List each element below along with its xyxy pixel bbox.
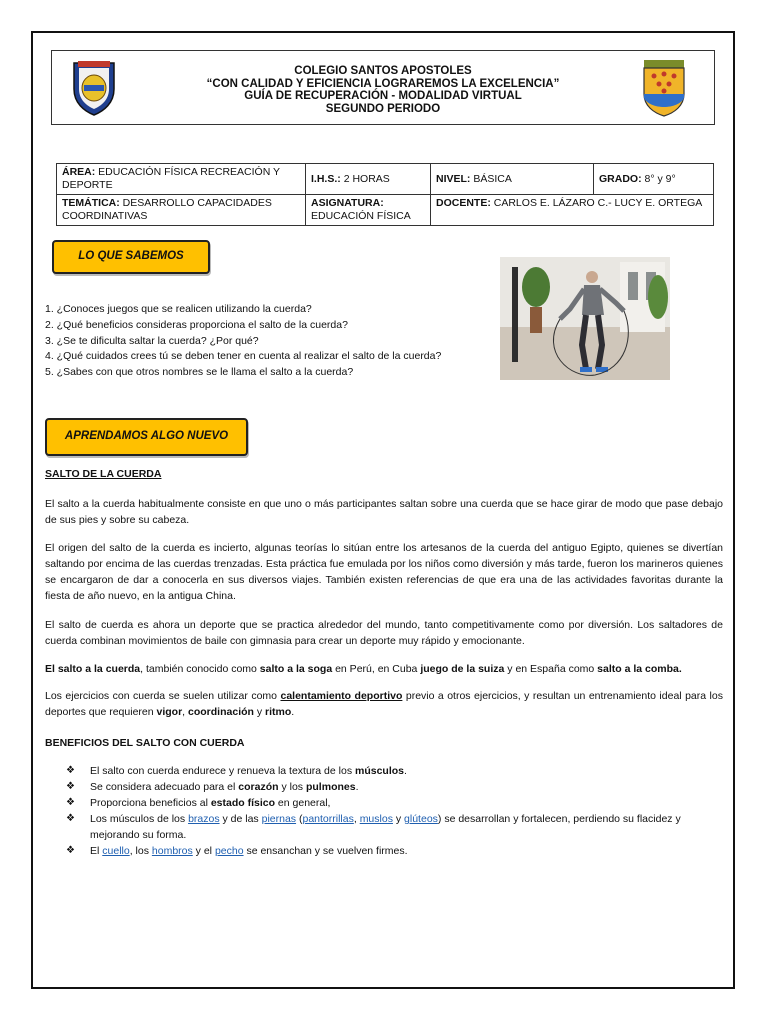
link-pecho[interactable]: pecho (214, 845, 244, 857)
link-cuello[interactable]: cuello (102, 845, 130, 857)
benefit-item: ❖ Proporciona beneficios al estado físico en general, (66, 797, 331, 809)
question-item: 2. ¿Qué beneficios consideras proporciona el salto de la cuerda? (45, 318, 348, 331)
benefits-title: BENEFICIOS DEL SALTO CON CUERDA (45, 737, 245, 749)
course-info-table (56, 163, 714, 226)
school-name: COLEGIO SANTOS APOSTOLES (294, 65, 472, 77)
docente-cell: DOCENTE: CARLOS E. LÁZARO C.- LUCY E. ORTEGA (431, 195, 714, 226)
link-gluteos[interactable]: glúteos (404, 813, 438, 825)
paragraph-1: El salto a la cuerda habitualmente consiste en que uno o más participantes saltan sobre una cuerda que se hace girar de modo que pase debajo de sus pies y sobre su cabeza. (45, 498, 723, 526)
paragraph-4: El salto a la cuerda, también conocido como salto a la soga en Perú, en Cuba juego de la suiza y en España como salto a la comba. (45, 663, 682, 675)
nivel-cell: NIVEL: BÁSICA (431, 164, 594, 195)
school-motto: “CON CALIDAD Y EFICIENCIA LOGRAREMOS LA EXCELENCIA” (206, 77, 560, 90)
paragraph-3: El salto de cuerda es ahora un deporte que se practica alrededor del mundo, tanto competitivamente como por diversión. Los saltadores de cuerda combinan movimientos de baile con gimnasia para crear un deporte muy rápido y emocionante. (45, 619, 723, 647)
paragraph-5: Los ejercicios con cuerda se suelen utilizar como calentamiento deportivo previo a otros ejercicios, y resultan un entrenamiento ideal para los deportes que requieren vigor, coordinación y ritmo. (45, 690, 723, 718)
link-hombros[interactable]: hombros (151, 845, 193, 857)
question-item: 3. ¿Se te dificulta saltar la cuerda? ¿Por qué? (45, 334, 259, 347)
diamond-bullet-icon: ❖ (66, 765, 75, 776)
diamond-bullet-icon: ❖ (66, 845, 75, 856)
period-title: SEGUNDO PERIODO (325, 102, 441, 115)
benefit-item: ❖ El salto con cuerda endurece y renueva la textura de los músculos. (66, 765, 407, 777)
section-label-lo-que-sabemos: LO QUE SABEMOS (52, 240, 210, 274)
questions-list (45, 302, 495, 381)
question-item: 5. ¿Sabes con que otros nombres se le llama el salto a la cuerda? (45, 366, 354, 379)
link-brazos[interactable]: brazos (188, 813, 220, 825)
section-title: SALTO DE LA CUERDA (45, 468, 162, 480)
benefits-list (66, 763, 726, 859)
benefit-item: ❖ Los músculos de los brazos y de las piernas (pantorrillas, muslos y glúteos) se desarrollan y fortalecen, perdiendo su flacidez y mejorando su forma. (66, 813, 681, 841)
link-muslos[interactable]: muslos (359, 813, 393, 825)
section-label-aprendamos: APRENDAMOS ALGO NUEVO (45, 418, 248, 456)
area-cell: ÁREA: EDUCACIÓN FÍSICA RECREACIÓN Y DEPORTE (57, 164, 306, 195)
benefit-item: ❖ El cuello, los hombros y el pecho se ensanchan y se vuelven firmes. (66, 845, 408, 857)
diamond-bullet-icon: ❖ (66, 813, 75, 824)
paragraph-2: El origen del salto de la cuerda es incierto, algunas teorías lo sitúan entre los artesanos de la cuerda del antiguo Egipto, quienes se divertían saltando por encima de las cuerdas trenzadas. Esta práctica fue emulada por los niños como diversión y más tarde, fueron los marineros quienes se encargaron de dar a conocerla en sus diversos viajes. También existen referencias de que era una de las actividades favoritas durante la fiesta de año nuevo, en la antigua China. (45, 542, 723, 602)
guide-title: GUÍA DE RECUPERACIÓN - MODALIDAD VIRTUAL (244, 90, 522, 103)
link-piernas[interactable]: piernas (261, 813, 297, 825)
diamond-bullet-icon: ❖ (66, 797, 75, 808)
link-pantorrillas[interactable]: pantorrillas (302, 813, 354, 825)
asignatura-cell: ASIGNATURA: EDUCACIÓN FÍSICA (306, 195, 431, 226)
question-item: 1. ¿Conoces juegos que se realicen utilizando la cuerda? (45, 303, 312, 315)
header (51, 50, 715, 125)
ihs-cell: I.H.S.: 2 HORAS (306, 164, 431, 195)
grado-cell: GRADO: 8° y 9° (594, 164, 714, 195)
diamond-bullet-icon: ❖ (66, 781, 75, 792)
coat-of-arms-logo (638, 58, 690, 118)
benefit-item: ❖ Se considera adecuado para el corazón y los pulmones. (66, 781, 359, 793)
jump-rope-photo (500, 257, 670, 380)
question-item: 4. ¿Qué cuidados crees tú se deben tener en cuenta al realizar el salto de la cuerda? (45, 350, 442, 363)
tematica-cell: TEMÁTICA: DESARROLLO CAPACIDADES COORDINATIVAS (57, 195, 306, 226)
